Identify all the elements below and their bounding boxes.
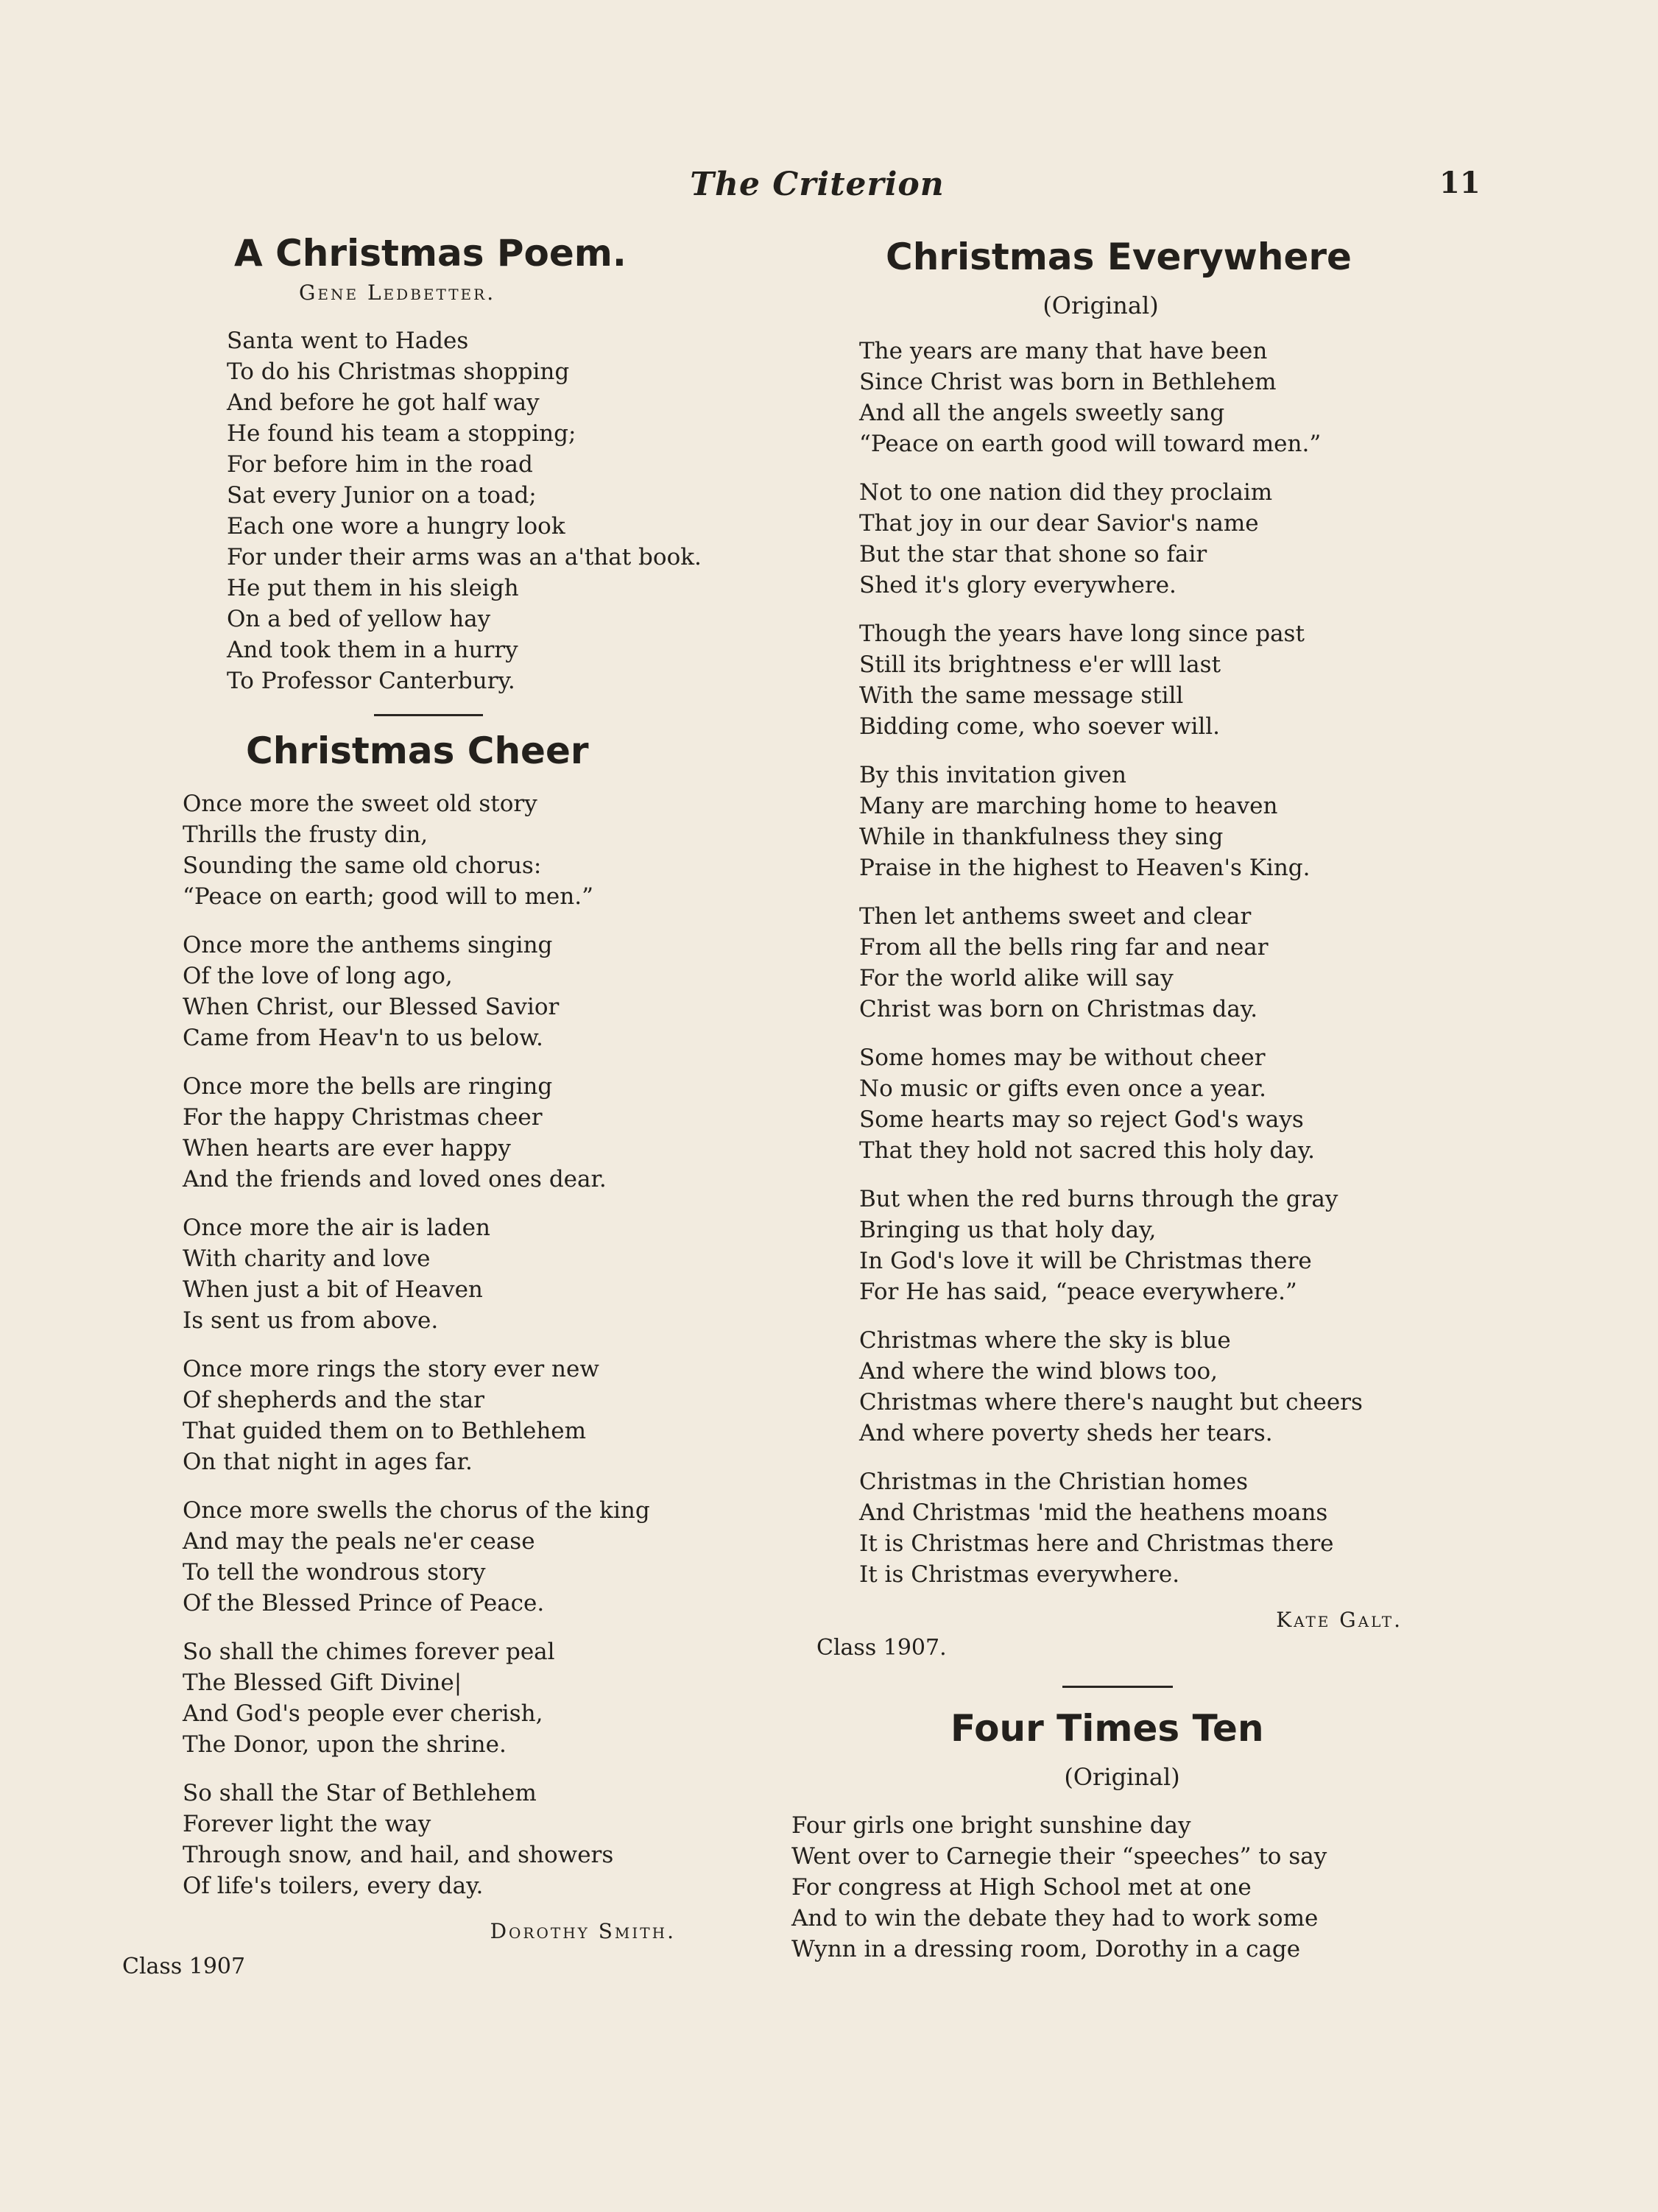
poem-christmas-everywhere: [791, 236, 1454, 1661]
poem-line: Each one wore a hungry look: [227, 513, 565, 540]
poem-line: “Peace on earth; good will to men.”: [183, 883, 593, 910]
poem-stanza: [183, 930, 801, 1053]
poem-line: It is Christmas here and Christmas there: [859, 1530, 1334, 1557]
poem-stanza: [859, 1042, 1454, 1166]
poem-line: And took them in a hurry: [227, 637, 518, 663]
poem-title: A Christmas Poem.: [234, 232, 627, 275]
poem-line: With the same message still: [859, 682, 1184, 709]
poem-line: Of the Blessed Prince of Peace.: [183, 1590, 545, 1616]
poem-line: Shed it's glory everywhere.: [859, 572, 1177, 598]
poem-line: Came from Heav'n to us below.: [183, 1025, 543, 1051]
page-number: 11: [1439, 166, 1481, 200]
poem-line: Forever light the way: [183, 1811, 431, 1837]
poem-stanza: [183, 1212, 801, 1336]
poem-line: Through snow, and hail, and showers: [183, 1842, 614, 1868]
poem-line: He found his team a stopping;: [227, 420, 576, 447]
poem-line: Then let anthems sweet and clear: [859, 903, 1252, 930]
poem-stanza: [859, 1325, 1454, 1449]
poem-line: He put them in his sleigh: [227, 575, 519, 601]
poem-line: Wynn in a dressing room, Dorothy in a cage: [791, 1936, 1301, 1962]
poem-stanza: [859, 1184, 1454, 1307]
poem-line: And where the wind blows too,: [859, 1358, 1218, 1385]
poem-line: For under their arms was an a'that book.: [227, 544, 702, 570]
poem-line: Once more swells the chorus of the king: [183, 1497, 650, 1524]
poem-line: Thrills the frusty din,: [183, 821, 428, 848]
poem-line: When just a bit of Heaven: [183, 1276, 483, 1303]
poem-line: With charity and love: [183, 1245, 431, 1272]
right-column: [791, 236, 1454, 1982]
poem-line: That they hold not sacred this holy day.: [859, 1137, 1315, 1164]
poem-line: Sounding the same old chorus:: [183, 852, 542, 879]
poem-line: But the star that shone so fair: [859, 541, 1207, 568]
poem-line: For the world alike will say: [859, 965, 1174, 992]
poem-line: And the friends and loved ones dear.: [183, 1166, 607, 1192]
poem-line: Bidding come, who soever will.: [859, 713, 1221, 740]
poem-stanza: [183, 1071, 801, 1195]
poem-line: Once more the sweet old story: [183, 791, 537, 817]
poem-line: And to win the debate they had to work some: [791, 1905, 1319, 1932]
poem-line: By this invitation given: [859, 762, 1126, 788]
poem-line: Still its brightness e'er wlll last: [859, 651, 1221, 678]
poem-line: And God's people ever cherish,: [183, 1700, 543, 1727]
poem-line: To tell the wondrous story: [183, 1559, 486, 1586]
poem-line: For before him in the road: [227, 451, 533, 478]
poem-stanza: [183, 1778, 801, 1901]
poem-body: [791, 1810, 1454, 1965]
poem-title: Christmas Everywhere: [886, 236, 1352, 278]
poem-line: Many are marching home to heaven: [859, 793, 1278, 819]
poem-line: From all the bells ring far and near: [859, 934, 1269, 961]
poem-line: When Christ, our Blessed Savior: [183, 994, 560, 1020]
poem-line: For congress at High School met at one: [791, 1874, 1252, 1901]
poem-line: Some homes may be without cheer: [859, 1045, 1266, 1071]
poem-line: Christmas where there's naught but cheers: [859, 1389, 1363, 1416]
left-column: [122, 232, 801, 1979]
poem-line: For He has said, “peace everywhere.”: [859, 1279, 1297, 1305]
section-divider: [1062, 1686, 1173, 1688]
poem-line: Of shepherds and the star: [183, 1387, 484, 1413]
poem-author: Gene Ledbetter.: [299, 280, 496, 305]
poem-stanza: [183, 1354, 801, 1477]
poem-line: Christmas where the sky is blue: [859, 1327, 1231, 1354]
class-line: Class 1907.: [816, 1635, 947, 1661]
poem-line: So shall the Star of Bethlehem: [183, 1780, 537, 1806]
poem-line: Praise in the highest to Heaven's King.: [859, 855, 1310, 881]
poem-stanza: [183, 1636, 801, 1760]
poem-line: The Donor, upon the shrine.: [183, 1731, 507, 1758]
poem-line: Christmas in the Christian homes: [859, 1469, 1249, 1495]
poem-line: So shall the chimes forever peal: [183, 1639, 555, 1665]
poem-body: [227, 325, 801, 696]
poem-line: Christ was born on Christmas day.: [859, 996, 1258, 1022]
poem-christmas-poem: [227, 232, 801, 696]
poem-line: And all the angels sweetly sang: [859, 400, 1225, 426]
poem-line: That joy in our dear Savior's name: [859, 510, 1259, 537]
poem-stanza: [859, 618, 1454, 742]
poem-subtitle: (Original): [1064, 1763, 1180, 1791]
poem-line: It is Christmas everywhere.: [859, 1561, 1180, 1588]
poem-line: That guided them on to Bethlehem: [183, 1418, 587, 1444]
poem-line: And where poverty sheds her tears.: [859, 1420, 1273, 1446]
poem-author: Dorothy Smith.: [490, 1919, 676, 1943]
poem-line: Of life's toilers, every day.: [183, 1873, 484, 1899]
poem-line: And may the peals ne'er cease: [183, 1528, 535, 1555]
poem-line: Went over to Carnegie their “speeches” to say: [791, 1843, 1327, 1870]
class-line: Class 1907: [122, 1954, 246, 1979]
poem-line: Once more the air is laden: [183, 1215, 490, 1241]
poem-christmas-cheer: [122, 729, 801, 1979]
poem-stanza: [183, 788, 801, 912]
poem-title: Christmas Cheer: [246, 729, 589, 772]
poem-line: On a bed of yellow hay: [227, 606, 491, 632]
poem-stanza: [859, 336, 1454, 459]
poem-four-times-ten: [791, 1707, 1454, 1965]
poem-line: Though the years have long since past: [859, 621, 1305, 647]
poem-line: “Peace on earth good will toward men.”: [859, 431, 1322, 457]
poem-line: Sat every Junior on a toad;: [227, 482, 537, 509]
poem-title: Four Times Ten: [950, 1707, 1264, 1750]
poem-stanza: [859, 760, 1454, 883]
poem-line: Once more rings the story ever new: [183, 1356, 599, 1382]
poem-line: While in thankfulness they sing: [859, 824, 1224, 850]
poem-line: Once more the bells are ringing: [183, 1073, 553, 1100]
poem-line: Once more the anthems singing: [183, 932, 553, 958]
masthead: The Criterion: [690, 166, 945, 203]
poem-author: Kate Galt.: [1276, 1608, 1403, 1632]
poem-line: On that night in ages far.: [183, 1449, 473, 1475]
poem-stanza: [859, 477, 1454, 601]
poem-line: Is sent us from above.: [183, 1307, 439, 1334]
poem-line: The years are many that have been: [859, 338, 1268, 364]
poem-line: But when the red burns through the gray: [859, 1186, 1338, 1212]
poem-line: Four girls one bright sunshine day: [791, 1812, 1191, 1839]
section-divider: [374, 714, 483, 716]
poem-stanza: [859, 1466, 1454, 1590]
poem-line: To Professor Canterbury.: [227, 668, 515, 694]
poem-line: When hearts are ever happy: [183, 1135, 511, 1162]
poem-line: Of the love of long ago,: [183, 963, 453, 989]
poem-line: No music or gifts even once a year.: [859, 1075, 1266, 1102]
poem-line: Bringing us that holy day,: [859, 1217, 1157, 1243]
page-header: [0, 166, 1658, 210]
poem-line: In God's love it will be Christmas there: [859, 1248, 1312, 1274]
poem-line: Not to one nation did they proclaim: [859, 479, 1273, 506]
poem-subtitle: (Original): [1043, 291, 1159, 319]
poem-stanza: [859, 901, 1454, 1025]
poem-line: And before he got half way: [227, 389, 540, 416]
poem-line: To do his Christmas shopping: [227, 358, 570, 385]
poem-line: And Christmas 'mid the heathens moans: [859, 1499, 1328, 1526]
poem-line: Santa went to Hades: [227, 328, 469, 354]
poem-line: Some hearts may so reject God's ways: [859, 1106, 1304, 1133]
poem-line: For the happy Christmas cheer: [183, 1104, 543, 1131]
poem-line: Since Christ was born in Bethlehem: [859, 369, 1277, 395]
poem-line: The Blessed Gift Divine|: [183, 1669, 462, 1696]
poem-stanza: [183, 1495, 801, 1619]
